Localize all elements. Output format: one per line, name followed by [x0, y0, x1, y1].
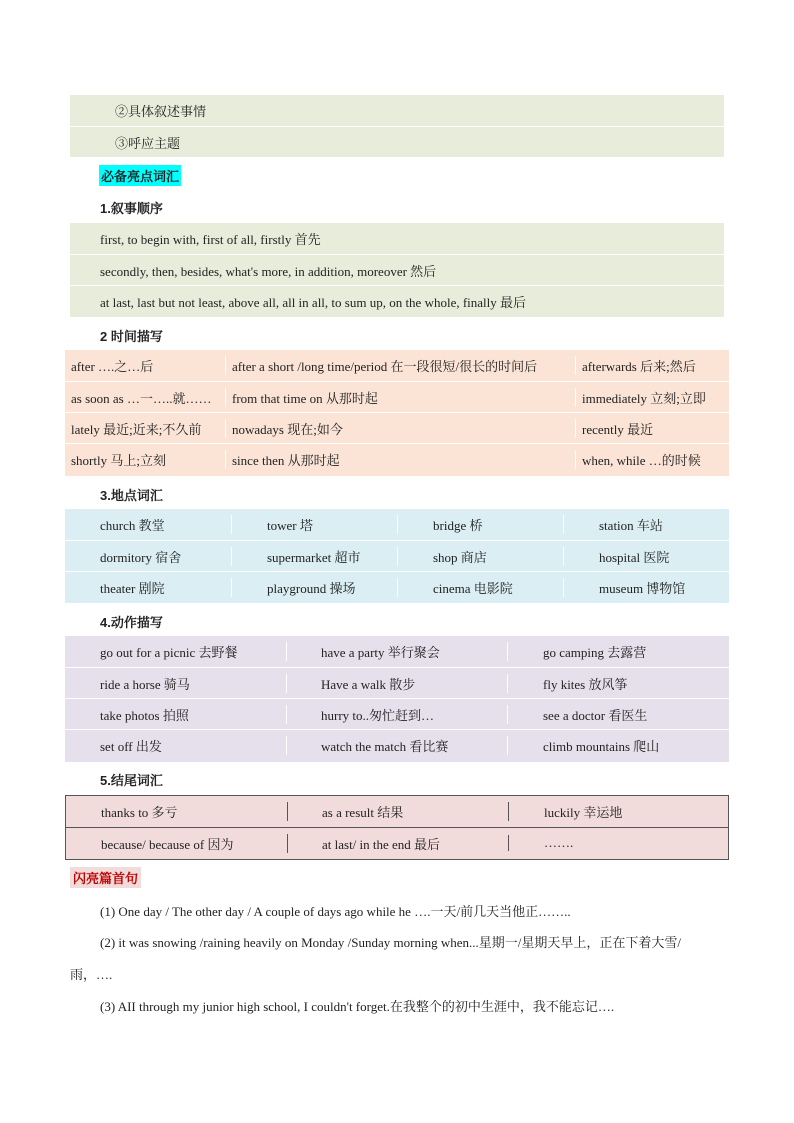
table-row: secondly, then, besides, what's more, in addition, moreover 然后	[70, 254, 724, 285]
time-table	[65, 350, 729, 476]
first-sentence-title: 闪亮篇首句	[70, 867, 141, 888]
vocab-title: 必备亮点词汇	[99, 165, 181, 186]
narrative-order-table	[70, 223, 724, 317]
table-row: as soon as …一…..就…… from that time on 从那时起 immediately 立刻;立即	[65, 381, 729, 412]
intro-item: ③呼应主题	[70, 126, 724, 157]
table-row: first, to begin with, first of all, firstly 首先	[100, 232, 321, 247]
table-row: set off 出发 watch the match 看比赛 climb mountains 爬山	[65, 729, 729, 760]
table-row: take photos 拍照 hurry to..匆忙赶到… see a doctor 看医生	[65, 698, 729, 729]
section-title: 2 时间描写	[100, 329, 163, 344]
sentence-2-continued: 雨，….	[70, 967, 113, 982]
sentence-1: (1) One day / The other day / A couple of days ago while he ….一天/前几天当他正……..	[100, 904, 571, 919]
table-row: after ….之…后 after a short /long time/period 在一段很短/很长的时间后 afterwards 后来;然后	[65, 350, 729, 381]
section-title: 5.结尾词汇	[100, 773, 163, 788]
action-table	[65, 636, 729, 762]
intro-block	[70, 95, 724, 157]
intro-item: ②具体叙述事情	[115, 104, 207, 119]
table-row: shortly 马上;立刻 since then 从那时起 when, while …的时候	[65, 443, 729, 474]
table-row: dormitory 宿舍 supermarket 超市 shop 商店 hospital 医院	[65, 540, 729, 571]
sentence-2: (2) it was snowing /raining heavily on Monday /Sunday morning when...星期一/星期天早上，正在下着大雪/	[100, 935, 681, 950]
ending-table	[65, 795, 729, 860]
table-row: theater 剧院 playground 操场 cinema 电影院 museum 博物馆	[65, 571, 729, 602]
place-table	[65, 509, 729, 603]
table-row: because/ because of 因为 at last/ in the end 最后 …….	[66, 827, 728, 858]
table-row: go out for a picnic 去野餐 have a party 举行聚会 go camping 去露营	[65, 636, 729, 667]
section-title: 1.叙事顺序	[100, 201, 163, 216]
table-row: church 教堂 tower 塔 bridge 桥 station 车站	[65, 509, 729, 540]
section-title: 4.动作描写	[100, 615, 163, 630]
table-row: thanks to 多亏 as a result 结果 luckily 幸运地	[66, 796, 728, 827]
table-row: at last, last but not least, above all, all in all, to sum up, on the whole, finally 最后	[70, 285, 724, 316]
table-row: lately 最近;近来;不久前 nowadays 现在;如今 recently 最近	[65, 412, 729, 443]
table-row: ride a horse 骑马 Have a walk 散步 fly kites 放风筝	[65, 667, 729, 698]
section-title: 3.地点词汇	[100, 488, 163, 503]
sentence-3: (3) AII through my junior high school, I couldn't forget.在我整个的初中生涯中，我不能忘记….	[100, 999, 615, 1014]
